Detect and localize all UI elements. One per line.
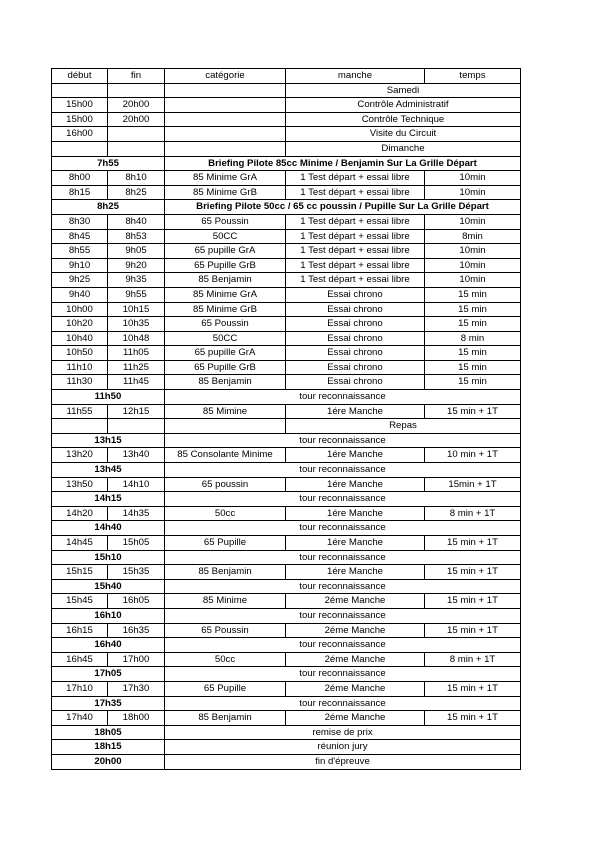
cell-fin: 8h53 (108, 229, 165, 244)
cell-categorie: 85 Minime GrA (165, 171, 286, 186)
schedule-row (52, 244, 521, 259)
section-title: Repas (286, 419, 521, 434)
cell-debut: 8h55 (52, 244, 108, 259)
cell-fin: 9h05 (108, 244, 165, 259)
empty-cell (165, 127, 286, 142)
cell-fin: 15h05 (108, 536, 165, 551)
cell-debut: 8h45 (52, 229, 108, 244)
cell-temps: 15 min (425, 360, 521, 375)
cell-event-label: tour reconnaissance (165, 667, 521, 682)
cell-debut: 10h00 (52, 302, 108, 317)
cell-temps: 15 min + 1T (425, 711, 521, 726)
cell-fin: 11h05 (108, 346, 165, 361)
cell-categorie: 50CC (165, 229, 286, 244)
cell-debut-bold: 17h35 (52, 696, 165, 711)
cell-temps: 10min (425, 185, 521, 200)
cell-temps: 15 min (425, 346, 521, 361)
cell-event-label: tour reconnaissance (165, 463, 521, 478)
schedule-row (52, 273, 521, 288)
event-row (52, 667, 521, 682)
cell-event-label: Briefing Pilote 85cc Minime / Benjamin Sur La Grille Départ (165, 156, 521, 171)
cell-manche: 1ére Manche (286, 536, 425, 551)
cell-debut: 15h15 (52, 565, 108, 580)
cell-debut: 16h15 (52, 623, 108, 638)
cell-fin: 16h05 (108, 594, 165, 609)
cell-categorie: 65 Poussin (165, 317, 286, 332)
cell-categorie: 85 Minime GrB (165, 302, 286, 317)
cell-temps: 10min (425, 273, 521, 288)
cell-event-label: tour reconnaissance (165, 696, 521, 711)
event-row (52, 740, 521, 755)
cell-categorie: 65 Pupille (165, 681, 286, 696)
cell-categorie: 65 Poussin (165, 214, 286, 229)
cell-manche: 2éme Manche (286, 594, 425, 609)
cell-fin: 8h25 (108, 185, 165, 200)
cell-debut-bold: 14h40 (52, 521, 165, 536)
cell-temps: 15 min + 1T (425, 565, 521, 580)
cell-debut-bold: 16h40 (52, 638, 165, 653)
cell-temps: 10 min + 1T (425, 448, 521, 463)
schedule-row (52, 185, 521, 200)
cell-event-label: tour reconnaissance (165, 579, 521, 594)
empty-cell (52, 83, 108, 98)
cell-debut: 10h20 (52, 317, 108, 332)
cell-temps: 15 min (425, 287, 521, 302)
cell-temps: 15 min + 1T (425, 681, 521, 696)
cell-debut-bold: 13h15 (52, 433, 165, 448)
cell-fin: 11h25 (108, 360, 165, 375)
cell-debut-bold: 13h45 (52, 463, 165, 478)
cell-categorie: 65 Pupille GrB (165, 258, 286, 273)
cell-debut: 16h45 (52, 652, 108, 667)
empty-cell (108, 83, 165, 98)
cell-manche: 1ére Manche (286, 404, 425, 419)
schedule-row (52, 565, 521, 580)
day-title-row (52, 141, 521, 156)
section-title: Dimanche (286, 141, 521, 156)
cell-debut: 9h25 (52, 273, 108, 288)
cell-debut: 13h20 (52, 448, 108, 463)
schedule-row (52, 331, 521, 346)
cell-fin (108, 127, 165, 142)
event-row (52, 550, 521, 565)
cell-manche: 2éme Manche (286, 652, 425, 667)
event-row (52, 521, 521, 536)
event-row (52, 200, 521, 215)
col-header-temps: temps (425, 69, 521, 84)
col-header-categorie: catégorie (165, 69, 286, 84)
cell-temps: 10min (425, 214, 521, 229)
saturday-row (52, 127, 521, 142)
empty-cell (165, 141, 286, 156)
cell-manche: Essai chrono (286, 317, 425, 332)
schedule-table (51, 68, 521, 770)
saturday-row (52, 98, 521, 113)
cell-fin: 10h48 (108, 331, 165, 346)
cell-fin: 8h10 (108, 171, 165, 186)
empty-cell (165, 419, 286, 434)
event-row (52, 725, 521, 740)
empty-cell (165, 98, 286, 113)
cell-fin: 15h35 (108, 565, 165, 580)
cell-activity: Contrôle Technique (286, 112, 521, 127)
cell-manche: 2éme Manche (286, 711, 425, 726)
cell-temps: 15min + 1T (425, 477, 521, 492)
cell-debut-bold: 11h50 (52, 390, 165, 405)
schedule-row (52, 214, 521, 229)
cell-debut: 10h50 (52, 346, 108, 361)
schedule-row (52, 404, 521, 419)
cell-fin: 17h30 (108, 681, 165, 696)
saturday-row (52, 112, 521, 127)
schedule-row (52, 477, 521, 492)
schedule-row (52, 594, 521, 609)
cell-manche: 1ére Manche (286, 506, 425, 521)
schedule-row (52, 623, 521, 638)
schedule-row (52, 448, 521, 463)
cell-event-label: tour reconnaissance (165, 638, 521, 653)
cell-manche: 1 Test départ + essai libre (286, 258, 425, 273)
cell-fin: 13h40 (108, 448, 165, 463)
cell-temps: 15 min + 1T (425, 594, 521, 609)
empty-cell (52, 419, 108, 434)
cell-temps: 8min (425, 229, 521, 244)
cell-fin: 20h00 (108, 98, 165, 113)
col-header-debut: début (52, 69, 108, 84)
empty-cell (108, 419, 165, 434)
cell-manche: Essai chrono (286, 360, 425, 375)
schedule-row (52, 711, 521, 726)
cell-event-label: tour reconnaissance (165, 550, 521, 565)
cell-manche: 1 Test départ + essai libre (286, 171, 425, 186)
event-row (52, 696, 521, 711)
cell-manche: 1 Test départ + essai libre (286, 244, 425, 259)
schedule-row (52, 346, 521, 361)
event-row (52, 156, 521, 171)
cell-manche: Essai chrono (286, 287, 425, 302)
schedule-row (52, 287, 521, 302)
cell-categorie: 85 Consolante Minime (165, 448, 286, 463)
cell-debut: 15h45 (52, 594, 108, 609)
cell-fin: 10h35 (108, 317, 165, 332)
event-row (52, 608, 521, 623)
cell-manche: 1 Test départ + essai libre (286, 214, 425, 229)
schedule-row (52, 258, 521, 273)
cell-fin: 18h00 (108, 711, 165, 726)
cell-debut-bold: 16h10 (52, 608, 165, 623)
cell-debut: 11h30 (52, 375, 108, 390)
cell-temps: 8 min + 1T (425, 506, 521, 521)
cell-categorie: 65 pupille GrA (165, 244, 286, 259)
schedule-row (52, 171, 521, 186)
cell-debut: 15h00 (52, 98, 108, 113)
cell-event-label: réunion jury (165, 740, 521, 755)
cell-event-label: fin d'épreuve (165, 754, 521, 769)
cell-event-label: tour reconnaissance (165, 492, 521, 507)
cell-manche: 1ére Manche (286, 477, 425, 492)
cell-manche: 1 Test départ + essai libre (286, 229, 425, 244)
cell-debut: 14h20 (52, 506, 108, 521)
section-title: Samedi (286, 83, 521, 98)
cell-manche: 1ére Manche (286, 565, 425, 580)
cell-categorie: 85 Benjamin (165, 273, 286, 288)
cell-debut-bold: 8h25 (52, 200, 165, 215)
cell-categorie: 85 Mimine (165, 404, 286, 419)
event-row (52, 754, 521, 769)
cell-temps: 15 min (425, 317, 521, 332)
cell-fin: 14h10 (108, 477, 165, 492)
cell-debut: 9h40 (52, 287, 108, 302)
cell-event-label: remise de prix (165, 725, 521, 740)
event-row (52, 638, 521, 653)
cell-categorie: 50cc (165, 652, 286, 667)
cell-debut: 17h40 (52, 711, 108, 726)
cell-temps: 15 min + 1T (425, 536, 521, 551)
cell-fin: 12h15 (108, 404, 165, 419)
cell-categorie: 65 Pupille GrB (165, 360, 286, 375)
schedule-row (52, 229, 521, 244)
cell-debut: 17h10 (52, 681, 108, 696)
cell-categorie: 85 Benjamin (165, 711, 286, 726)
cell-categorie: 85 Benjamin (165, 375, 286, 390)
cell-categorie: 85 Minime (165, 594, 286, 609)
col-header-manche: manche (286, 69, 425, 84)
cell-debut: 8h00 (52, 171, 108, 186)
cell-debut-bold: 17h05 (52, 667, 165, 682)
cell-debut: 8h30 (52, 214, 108, 229)
day-title-row (52, 83, 521, 98)
cell-fin: 20h00 (108, 112, 165, 127)
cell-temps: 8 min (425, 331, 521, 346)
cell-debut: 11h55 (52, 404, 108, 419)
cell-categorie: 65 poussin (165, 477, 286, 492)
schedule-row (52, 652, 521, 667)
cell-temps: 15 min (425, 375, 521, 390)
cell-activity: Contrôle Administratif (286, 98, 521, 113)
cell-debut: 16h00 (52, 127, 108, 142)
cell-manche: Essai chrono (286, 331, 425, 346)
cell-debut-bold: 15h40 (52, 579, 165, 594)
cell-fin: 17h00 (108, 652, 165, 667)
cell-temps: 10min (425, 244, 521, 259)
cell-categorie: 65 Poussin (165, 623, 286, 638)
cell-event-label: tour reconnaissance (165, 521, 521, 536)
empty-cell (108, 141, 165, 156)
cell-debut: 14h45 (52, 536, 108, 551)
cell-debut-bold: 20h00 (52, 754, 165, 769)
cell-temps: 15 min (425, 302, 521, 317)
col-header-fin: fin (108, 69, 165, 84)
cell-event-label: Briefing Pilote 50cc / 65 cc poussin / Pupille Sur La Grille Départ (165, 200, 521, 215)
empty-cell (52, 141, 108, 156)
header-row (52, 69, 521, 84)
cell-temps: 10min (425, 171, 521, 186)
cell-categorie: 50CC (165, 331, 286, 346)
schedule-body (52, 69, 521, 770)
cell-fin: 9h55 (108, 287, 165, 302)
cell-debut: 13h50 (52, 477, 108, 492)
cell-temps: 15 min + 1T (425, 404, 521, 419)
cell-manche: 2éme Manche (286, 681, 425, 696)
cell-fin: 16h35 (108, 623, 165, 638)
cell-temps: 15 min + 1T (425, 623, 521, 638)
schedule-row (52, 506, 521, 521)
event-row (52, 390, 521, 405)
event-row (52, 463, 521, 478)
event-row (52, 492, 521, 507)
cell-debut-bold: 18h15 (52, 740, 165, 755)
day-title-row (52, 419, 521, 434)
cell-fin: 14h35 (108, 506, 165, 521)
cell-fin: 11h45 (108, 375, 165, 390)
cell-manche: 1 Test départ + essai libre (286, 273, 425, 288)
cell-categorie: 85 Minime GrB (165, 185, 286, 200)
cell-debut: 10h40 (52, 331, 108, 346)
empty-cell (165, 83, 286, 98)
schedule-row (52, 375, 521, 390)
cell-debut: 9h10 (52, 258, 108, 273)
event-row (52, 579, 521, 594)
cell-fin: 9h35 (108, 273, 165, 288)
cell-event-label: tour reconnaissance (165, 433, 521, 448)
cell-debut-bold: 18h05 (52, 725, 165, 740)
cell-manche: 1 Test départ + essai libre (286, 185, 425, 200)
cell-manche: 1ére Manche (286, 448, 425, 463)
cell-categorie: 65 Pupille (165, 536, 286, 551)
schedule-row (52, 536, 521, 551)
schedule-row (52, 302, 521, 317)
cell-manche: Essai chrono (286, 302, 425, 317)
cell-debut-bold: 15h10 (52, 550, 165, 565)
cell-fin: 8h40 (108, 214, 165, 229)
cell-event-label: tour reconnaissance (165, 608, 521, 623)
cell-activity: Visite du Circuit (286, 127, 521, 142)
cell-categorie: 85 Benjamin (165, 565, 286, 580)
cell-temps: 10min (425, 258, 521, 273)
cell-debut-bold: 14h15 (52, 492, 165, 507)
cell-categorie: 50cc (165, 506, 286, 521)
cell-manche: 2éme Manche (286, 623, 425, 638)
cell-fin: 10h15 (108, 302, 165, 317)
cell-temps: 8 min + 1T (425, 652, 521, 667)
cell-fin: 9h20 (108, 258, 165, 273)
cell-event-label: tour reconnaissance (165, 390, 521, 405)
empty-cell (165, 112, 286, 127)
cell-manche: Essai chrono (286, 346, 425, 361)
event-row (52, 433, 521, 448)
cell-debut: 11h10 (52, 360, 108, 375)
schedule-row (52, 317, 521, 332)
cell-categorie: 65 pupille GrA (165, 346, 286, 361)
schedule-row (52, 681, 521, 696)
cell-categorie: 85 Minime GrA (165, 287, 286, 302)
cell-manche: Essai chrono (286, 375, 425, 390)
cell-debut-bold: 7h55 (52, 156, 165, 171)
schedule-row (52, 360, 521, 375)
cell-debut: 8h15 (52, 185, 108, 200)
cell-debut: 15h00 (52, 112, 108, 127)
